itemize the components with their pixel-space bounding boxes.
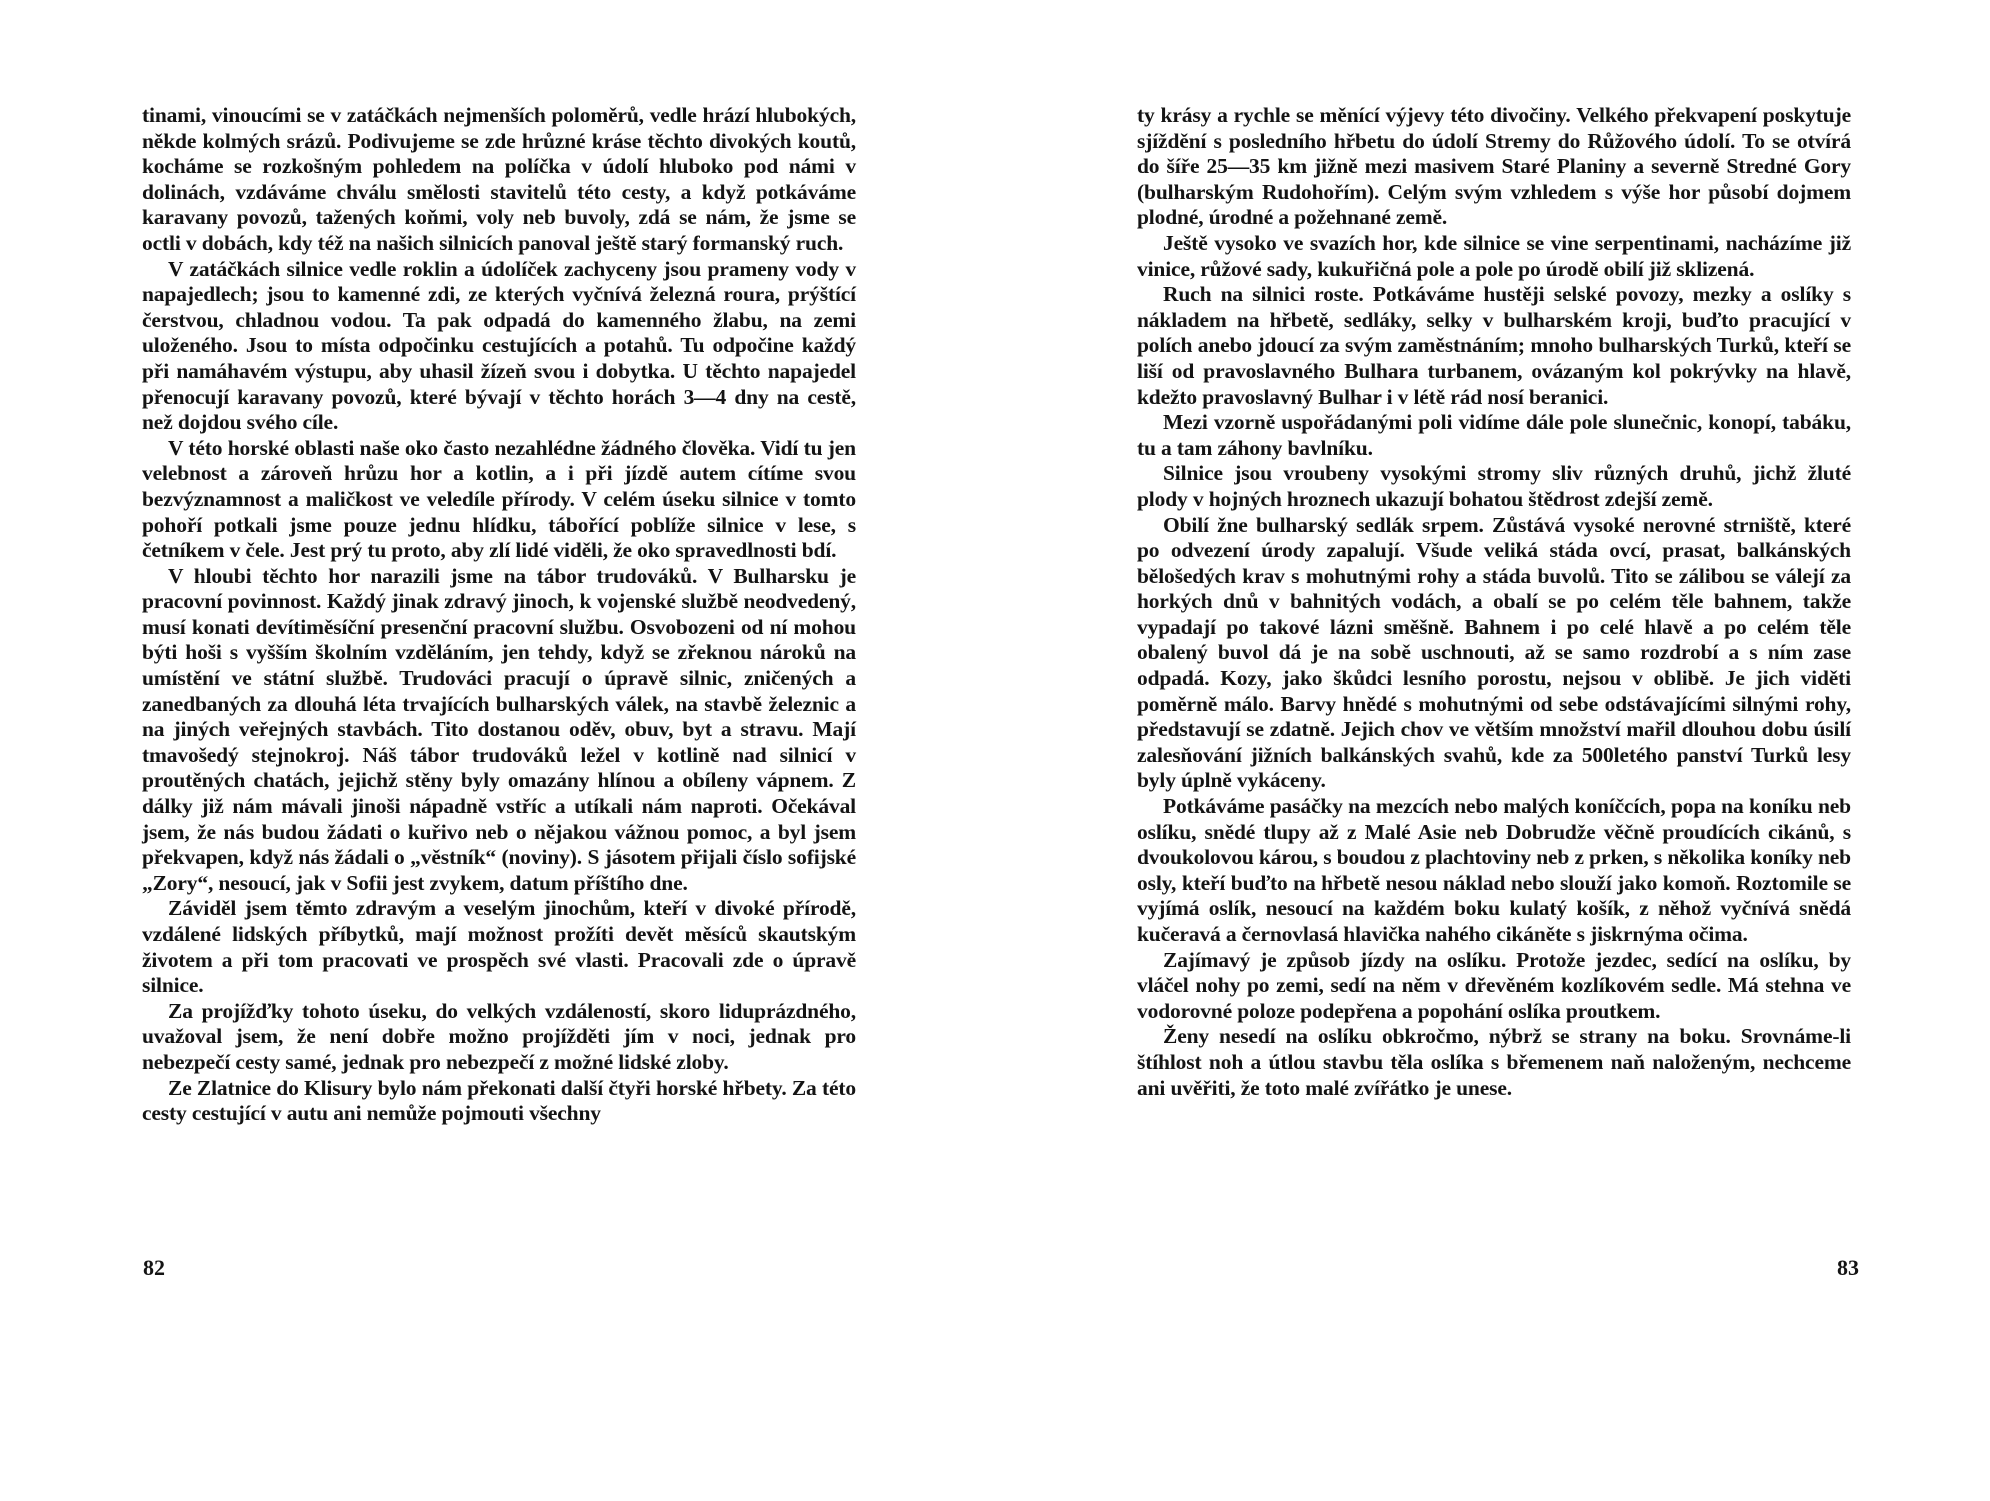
right-page-text: [1137, 103, 1851, 1101]
paragraph: Ze Zlatnice do Klisury bylo nám překonati další čtyři horské hřbety. Za této cesty cestující v autu ani nemůže pojmouti všechny: [142, 1075, 856, 1126]
paragraph: V této horské oblasti naše oko často nezahlédne žádného člověka. Vidí tu jen velebnost a zároveň hrůzu hor a kotlin, a i při jízdě autem cítíme svou bezvýznamnost a maličkost ve veledíle přírody. V celém úseku silnice v tomto pohoří potkali jsme pouze jednu hlídku, tábořící poblíže silnice v lese, s četníkem v čele. Jest prý tu proto, aby zlí lidé viděli, že oko spravedlnosti bdí.: [142, 435, 856, 563]
left-page-text: [142, 103, 856, 1127]
paragraph: Ruch na silnici roste. Potkáváme hustěji selské povozy, mezky a oslíky s nákladem na hřbetě, sedláky, selky v bulharském kroji, buďto pracující v polích anebo jdoucí za svým zaměstnáním; mnoho bulharských Turků, kteří se liší od pravoslavného Bulhara turbanem, ovázaným kol pokrývky na hlavě, kdežto pravoslavný Bulhar i v létě rád nosí beranici.: [1137, 282, 1851, 409]
paragraph: V hloubi těchto hor narazili jsme na tábor trudováků. V Bulharsku je pracovní povinnost. Každý jinak zdravý jinoch, k vojenské službě neodvedený, musí konati devítiměsíční presenční pracovní službu. Osvobozeni od ní mohou býti hoši s vyšším školním vzděláním, jen tehdy, když se zřeknou nároků na umístění ve státní službě. Trudováci pracují o úpravě silnic, zničených a zanedbaných za dlouhá léta trvajících bulharských válek, na stavbě železnic a na jiných veřejných stavbách. Tito dostanou oděv, obuv, byt a stravu. Mají tmavošedý stejnokroj. Náš tábor trudováků ležel v kotlině nad silnicí v proutěných chatách, jejichž stěny byly omazány hlínou a obíleny vápnem. Z dálky již nám mávali jinoši nápadně vstříc a utíkali nám naproti. Očekával jsem, že nás budou žádati o kuřivo neb o nějakou vážnou pomoc, a byl jsem překvapen, když nás žádali o „věstník“ (noviny). S jásotem přijali číslo sofijské „Zory“, nesoucí, jak v Sofii jest zvykem, datum příštího dne.: [142, 563, 856, 895]
paragraph: Za projížďky tohoto úseku, do velkých vzdáleností, skoro liduprázdného, uvažoval jsem, že není dobře možno projížděti jím v noci, jednak pro nebezpečí cesty samé, jednak pro nebezpečí z možné lidské zloby.: [142, 998, 856, 1074]
paragraph: Silnice jsou vroubeny vysokými stromy sliv různých druhů, jichž žluté plody v hojných hroznech ukazují bohatou štědrost zdejší země.: [1137, 461, 1851, 511]
paragraph: Mezi vzorně uspořádanými poli vidíme dále pole slunečnic, konopí, tabáku, tu a tam záhony bavlníku.: [1137, 410, 1851, 460]
page-number: 83: [1837, 1255, 1859, 1280]
paragraph: ty krásy a rychle se měnící výjevy této divočiny. Velkého překvapení poskytuje sjíždění s posledního hřbetu do údolí Stremy do Růžového údolí. To se otvírá do šíře 25—35 km jižně mezi masivem Staré Planiny a severně Stredné Gory (bulharským Rudohořím). Celým svým vzhledem s výše hor působí dojmem plodné, úrodné a požehnané země.: [1137, 103, 1851, 230]
paragraph: Zajímavý je způsob jízdy na oslíku. Protože jezdec, sedící na oslíku, by vláčel nohy po zemi, sedí na něm v dřevěném kozlíkovém sedle. Má stehna ve vodorovné poloze podepřena a popohání oslíka proutkem.: [1137, 947, 1851, 1023]
paragraph: Ženy nesedí na oslíku obkročmo, nýbrž se strany na boku. Srovnáme-li štíhlost noh a útlou stavbu těla oslíka s břemenem naň naloženým, nechceme ani uvěřiti, že toto malé zvířátko je unese.: [1137, 1024, 1851, 1100]
paragraph: Obilí žne bulharský sedlák srpem. Zůstává vysoké nerovné strniště, které po odvezení úrody zapalují. Všude veliká stáda ovcí, prasat, balkánských bělošedých krav s mohutnými rohy a stáda buvolů. Tito se zálibou se válejí za horkých dnů v bahnitých vodách, a obalí se po celém těle bahnem, takže vypadají po takové lázni směšně. Bahnem i po celé hlavě a po celém těle obalený buvol dá je na sobě uschnouti, až se samo rozdrobí a s ním zase odpadá. Kozy, jako škůdci lesního porostu, nejsou v oblibě. Je jich viděti poměrně málo. Barvy hnědé s mohutnými od sebe odstávajícími silnými rohy, představují se zdatně. Jejich chov ve větším množství mařil dlouhou dobu úsilí zalesňování jižních balkánských svahů, kde za 500letého panství Turků lesy byly úplně vykáceny.: [1137, 512, 1851, 793]
paragraph: Ještě vysoko ve svazích hor, kde silnice se vine serpentinami, nacházíme již vinice, růžové sady, kukuřičná pole a pole po úrodě obilí již sklizená.: [1137, 230, 1851, 281]
paragraph: Záviděl jsem těmto zdravým a veselým jinochům, kteří v divoké přírodě, vzdálené lidských příbytků, mají možnost prožíti devět měsíců skautským životem a při tom pracovati ve prospěch své vlasti. Pracovali zde o úpravě silnice.: [142, 896, 856, 998]
paragraph: V zatáčkách silnice vedle roklin a údolíček zachyceny jsou prameny vody v napajedlech; jsou to kamenné zdi, ze kterých vyčnívá železná roura, prýštící čerstvou, chladnou vodou. Ta pak odpadá do kamenného žlabu, na zemi uloženého. Jsou to místa odpočinku cestujících a potahů. Tu odpočine každý při namáhavém výstupu, aby uhasil žízeň svou i dobytka. U těchto napajedel přenocují karavany povozů, které bývají v těchto horách 3—4 dny na cestě, než dojdou svého cíle.: [142, 256, 856, 435]
paragraph: tinami, vinoucími se v zatáčkách nejmenších poloměrů, vedle hrází hlubokých, někde kolmých srázů. Podivujeme se zde hrůzné kráse těchto divokých koutů, kocháme se rozkošným pohledem na políčka v údolí hluboko pod námi v dolinách, vzdáváme chválu smělosti stavitelů této cesty, a když potkáváme karavany povozů, tažených koňmi, voly neb buvoly, zdá se nám, že jsme se octli v dobách, kdy též na našich silnicích panoval ještě starý formanský ruch.: [142, 103, 856, 255]
paragraph: Potkáváme pasáčky na mezcích nebo malých koníčcích, popa na koníku neb oslíku, snědé tlupy až z Malé Asie neb Dobrudže věčně proudících cikánů, s dvoukolovou károu, s boudou z plachtoviny neb z prken, s několika koníky neb osly, kteří buďto na hřbetě nesou náklad nebo slouží jako komoň. Roztomile se vyjímá oslík, nesoucí na každém boku kulatý košík, z něhož vyčnívá snědá kučeravá a černovlasá hlavička nahého cikáněte s jiskrnýma očima.: [1137, 794, 1851, 946]
page-number: 82: [143, 1255, 165, 1280]
right-page: [995, 0, 1990, 1501]
